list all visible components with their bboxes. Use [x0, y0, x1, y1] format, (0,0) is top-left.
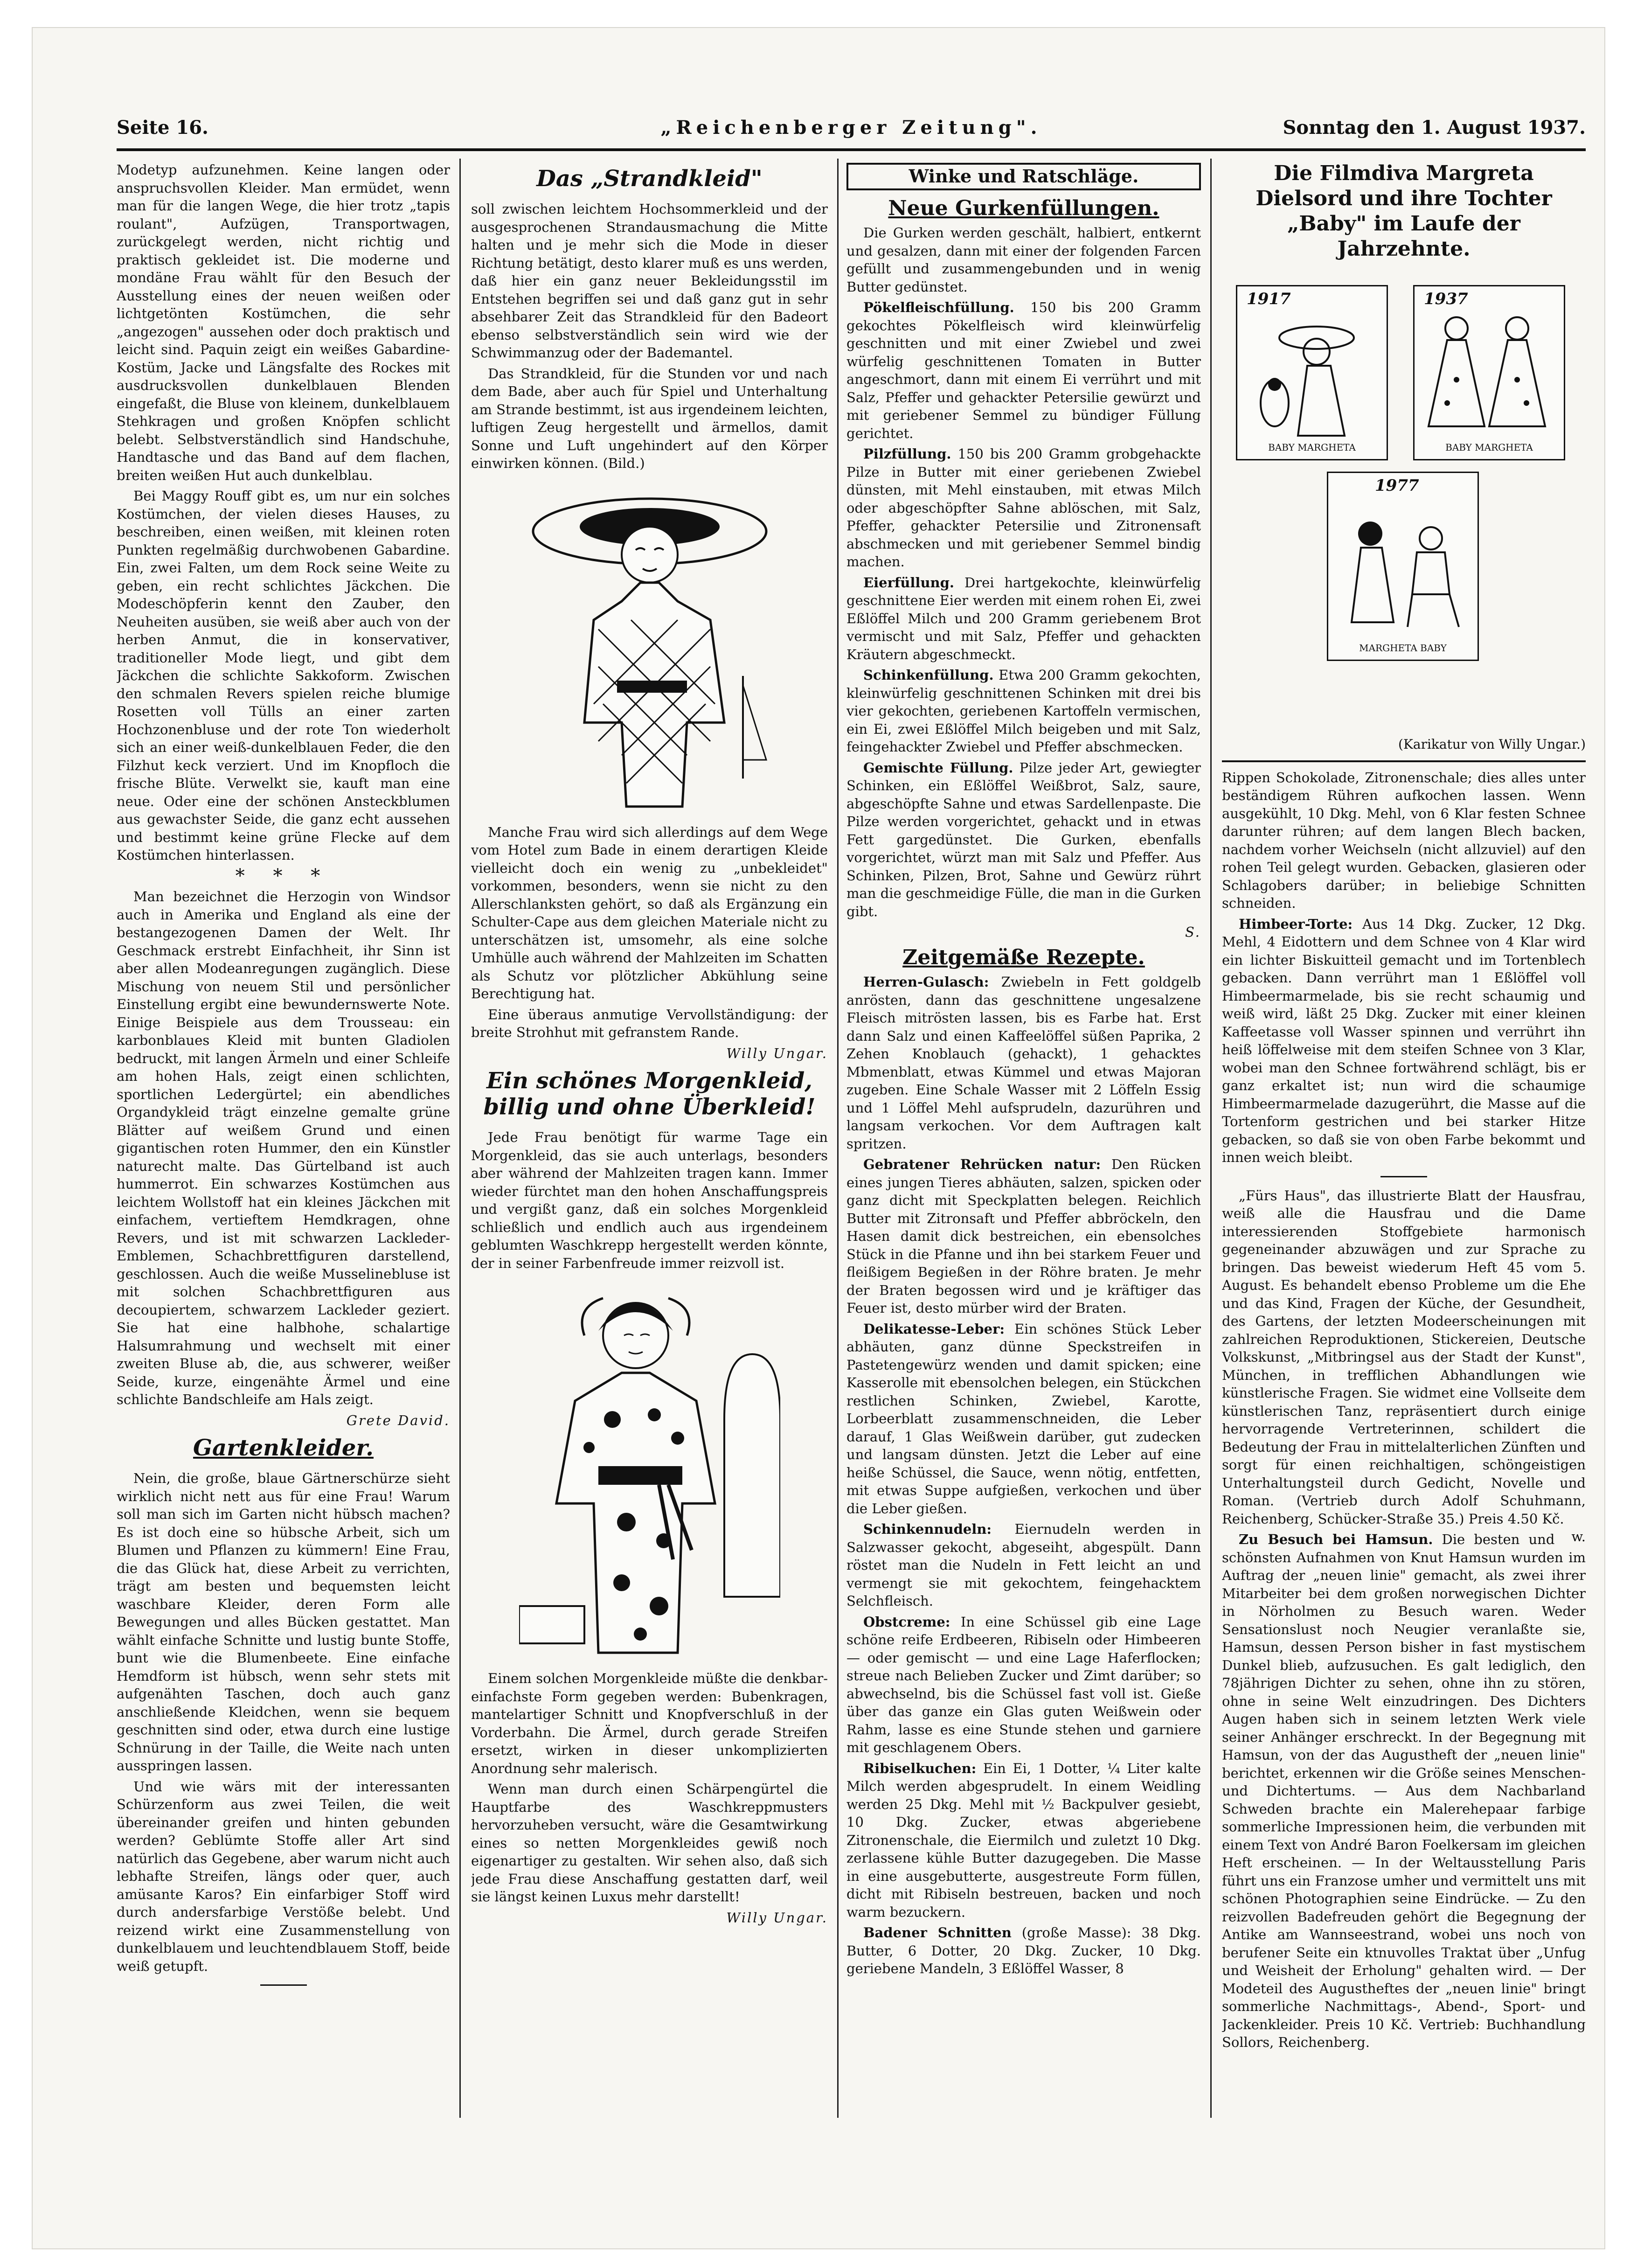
- recipe-name: Badener Schnitten: [863, 1925, 1012, 1941]
- recipe-text: 150 bis 200 Gramm gekochtes Pökelfleisch wird kleinwürfelig geschnitten und mit einer Zwiebel und zwei würfelig geschnittenen Tomaten in Butter angeschmort, dann mit einem Ei verrührt und mit Salz, Pfeffer und gehackter Petersilie gewürzt und mit geriebener Semmel zu bündiger Füllung gerichtet.: [846, 299, 1201, 441]
- recipe-text: In eine Schüssel gib eine Lage schöne reife Erdbeeren, Ribiseln oder Himbeeren — oder gemischt — und eine Lage Haferflocken; streue nach Belieben Zucker und Zimt darüber; so abwechselnd, bis die Schüssel fast voll ist. Gieße über das ganze ein Glas guten Weißwein oder Rahm, lasse es eine Stunde stehen und garniere mit geschlagenem Obers.: [846, 1614, 1201, 1755]
- recipe-text: Aus 14 Dkg. Zucker, 12 Dkg. Mehl, 4 Eidottern und dem Schnee von 4 Klar wird ein lichter Biskuitteil gemacht und im Tortenblech gebacken. Dann verrührt man 1 Eßlöffel voll Himbeermarmelade, bis sie recht schaumig und weiß wird, läßt 25 Dkg. Zucker mit einer kleinen Kaffeetasse voll Wasser spinnen und verrührt ihn heiß löffelweise mit dem steifen Schnee von 3 Klar, wobei man den Schnee fortwährend schlägt, bis er ganz erkaltet ist; nun wird die schaumige Himbeermarmelade dazugerührt, die Masse auf die Tortenform gestrichen und bei starker Hitze gebacken, so daß sie von oben Farbe bekommt und innen weich bleibt.: [1222, 916, 1586, 1165]
- panel-label: BABY MARGHETA: [1268, 441, 1356, 453]
- end-rule: [260, 1984, 307, 1986]
- recipe-name: Schinkenfüllung.: [863, 667, 994, 683]
- cartoon-figure: [1415, 286, 1564, 440]
- recipe-text: Drei hartgekochte, kleinwürfelig geschnittene Eier werden mit einem rohen Ei, zwei Eßlöffel Milch und 200 Gramm geriebenem Brot vermischt und mit Salz, Pfeffer und gehackten Kräutern abgeschmeckt.: [846, 574, 1201, 662]
- recipe-name: Eierfüllung.: [863, 574, 954, 591]
- article-paragraph: [1222, 1531, 1586, 2052]
- cartoon-figure: [1328, 473, 1477, 641]
- recipe-name: Gemischte Füllung.: [863, 759, 1013, 776]
- author-initial: S.: [1185, 924, 1201, 940]
- article-paragraph: Und wie wärs mit der interessanten Schürzenform aus zwei Teilen, die weit übereinander greifen und hinten gebunden werden? Geblümte Stoffe aller Art sind natürlich das Gegebene, aber warum nicht auch lebhafte Streifen, längs oder quer, auch amüsante Karos? Ein einfarbiger Stoff wird durch andersfarbige Verstöße belebt. Und reizend wirkt eine Zusammenstellung von dunkelblauem und leuchtendblauem Stoff, beide weiß getupft.: [117, 1778, 450, 1974]
- column-2: [471, 161, 828, 2064]
- recipe-list: [846, 299, 1201, 920]
- article-paragraph: Die Gurken werden geschält, halbiert, entkernt und gesalzen, dann mit einer der folgenden Farcen gefüllt und zusammengebunden und in wenig Butter gedünstet.: [846, 225, 1201, 295]
- panel-year: 1937: [1424, 290, 1468, 308]
- recipe-name: Delikatesse-Leber:: [863, 1321, 1005, 1337]
- recipe-text: Pilze jeder Art, gewiegter Schinken, ein Eßlöffel Weißbrot, Salz, saure, abgeschöpfte Sahne und etwas Sardellenpaste. Die Pilze werden vorgerichtet, gehackt und in etwas Fett gargedünstet. Die Gurken, ebenfalls vorgerichtet, würzt man mit Salz und Pfeffer. Aus Schinken, Pilzen, Brot, Sahne und Gewürz rührt man die geschmeidige Fülle, die man in die Gurken gibt.: [846, 759, 1201, 919]
- recipe-paragraph: [846, 1924, 1201, 1978]
- recipe-name: Pökelfleischfüllung.: [863, 299, 1014, 315]
- recipe-paragraph: [846, 574, 1201, 664]
- cartoon-panel: [1236, 285, 1388, 460]
- article-paragraph: [1222, 915, 1586, 1167]
- article-paragraph: soll zwischen leichtem Hochsommerkleid und der ausgesprochenen Strandausmachung die Mitte halten und je mehr sich die Mode in dieser Richtung betätigt, desto klarer muß es uns werden, daß hier ein ganz neuer Bekleidungsstil im Entstehen begriffen sei und daß ganz gut in sehr absehbarer Zeit das Strandkleid für den Badeort ebenso selbstverständlich sein wird wie der Schwimmanzug oder der Bademantel.: [471, 201, 828, 361]
- recipe-paragraph: [846, 1155, 1201, 1317]
- section-box-title: Winke und Ratschläge.: [846, 163, 1201, 190]
- panel-label: MARGHETA BABY: [1359, 642, 1447, 654]
- article-title: Gartenkleider.: [193, 1435, 374, 1461]
- page-header: [117, 117, 1586, 145]
- cartoon-panel: [1413, 285, 1565, 460]
- article-title: Zeitgemäße Rezepte.: [902, 945, 1145, 969]
- recipe-paragraph: [846, 299, 1201, 442]
- recipe-text: Den Rücken eines jungen Tieres abhäuten, salzen, spicken oder ganz dicht mit Speckplatten belegen. Reichlich Butter mit Zitronsaft und Pfeffer abbröckeln, den Hasen damit dick bestreichen, ein ebensolches Stück in die Pfanne und ihn bei starkem Feuer und fleißigem Begießen in der Röhre braten. Je mehr der Braten begossen wird und je kräftiger das Feuer ist, desto mürber wird der Braten.: [846, 1156, 1201, 1316]
- recipe-text: 150 bis 200 Gramm grobgehackte Pilze in Butter mit einer geriebenen Zwiebel dünsten, mit Mehl einstauben, mit etwas Milch oder abgeschöpfter Sahne ablöschen, mit Salz, Pfeffer, gehackter Petersilie und Zitronensaft abschmecken und mit geriebener Semmel bindig machen.: [846, 446, 1201, 570]
- column-divider: [459, 159, 461, 2118]
- article-title: Neue Gurkenfüllungen.: [888, 196, 1159, 220]
- article-paragraph: Jede Frau benötigt für warme Tage ein Morgenkleid, das sie auch unterlags, besonders aber während der Mahlzeiten tragen kann. Immer wieder fürchtet man den hohen Anschaffungspreis und vergißt ganz, daß ein solches Morgenkleid schließlich und endlich auch aus irgendeinem geblumten Waschkrepp hergestellt werden könnte, der in seiner Farbenfreude immer reizvoll ist.: [471, 1129, 828, 1271]
- article-paragraph: Eine überaus anmutige Vervollständigung: der breite Strohhut mit gefranstem Rande.: [471, 1006, 828, 1040]
- article-paragraph: Bei Maggy Rouff gibt es, um nur ein solches Kostümchen, der vielen dieses Hauses, zu beschreiben, einen weißen, mit kleinen roten Punkten regelmäßig durchwobenen Gabardine. Ein, zwei Falten, um dem Rock seine Weite zu geben, ein recht schlichtes Jäckchen. Die Modeschöpferin kennt den Zauber, den Neuheiten ausüben, sie weiß aber auch von der herben Anmut, die in konservativer, traditioneller Mode liegt, und gibt dem Jäckchen die schlichte Sakkoform. Zwischen den schmalen Revers spielen reiche blumige Rosetten voll Tülls an einer zarten Hochzonenbluse und der rote Ton wiederholt sich an einer weiß-dunkelblauen Feder, die den Filzhut keck verziert. Und im Knopfloch die frische Blüte. Verwelkt sie, kauft man eine neue. Oder eine der schönen Ansteckblumen aus gewachster Seide, die ganz echt aussehen und bestimmt keine grüne Flecke auf dem Kostümchen hinterlassen.: [117, 488, 450, 863]
- article-paragraph: Man bezeichnet die Herzogin von Windsor auch in Amerika und England als eine der bestangezogenen Damen der Welt. Ihr Geschmack erstrebt Einfachheit, ihr Sinn ist aber allen Modeanregungen zugänglich. Diese Mischung von neuem Stil und persönlicher Einstellung ergibt eine bewundernswerte Note. Einige Beispiele aus dem Trousseau: ein karbonblaues Kleid mit bunten Gladiolen bedruckt, mit langen Ärmeln und einer Schleife am hohen Hals, zeigt einen schlichten, sportlichen Ledergürtel; ein abendliches Organdykleid trägt einzelne gemalte grüne Blätter auf weißem Grund und einen gigantischen roten Hummer, den ein Künstler naturecht malte. Das Gürtelband ist auch hummerrot. Ein schwarzes Kostümchen aus leichtem Wollstoff hat ein kleines Jäckchen mit einfachem, vertieftem Hemdkragen, ohne Revers, und ist mit schwarzen Lackleder-Emblemen, Schachbrettfiguren darstellend, geschlossen. Auch die weiße Musselinebluse ist mit solchen Schachbrettfiguren aus decoupiertem, schwarzem Lackleder geziert. Sie hat eine halbhohe, schalartige Halsumrahmung und wechselt mit einer zweiten Bluse ab, die, aus schwerer, weißer Seide, kurze, eingenähte Ärmel und eine schlichte Bandschleife am Hals zeigt.: [117, 889, 450, 1407]
- author-initial: w.: [1571, 1529, 1586, 1544]
- section-stars: * * *: [235, 865, 332, 887]
- recipe-text: Ein schönes Stück Leber abhäuten, ganz dünne Speckstreifen in Pastetengewürz wenden und damit spicken; eine Kasserolle mit ebensolchen belegen, ein Stückchen restlichen Schinken, Zwiebel, Karotte, Lorbeerblatt zusammenschneiden, die Leber darauf, 1 Glas Weißwein darüber, gut zudecken und langsam dünsten. Jetzt die Leber auf eine heiße Schüssel, die Sauce, wenn nötig, entfetten, mit etwas Suppe aufgießen, verkochen und über die Leber gießen.: [846, 1321, 1201, 1517]
- article-paragraph: Einem solchen Morgenkleide müßte die denkbar-einfachste Form gegeben werden: Bubenkragen, mantelartiger Schnitt und Knopfverschluß in der Vorderbahn. Die Ärmel, durch gerade Streifen ersetzt, wirken in dieser unkomplizierten Anordnung sehr malerisch.: [471, 1670, 828, 1776]
- panel-year: 1977: [1375, 476, 1419, 495]
- author-signature: Willy Ungar.: [726, 1045, 828, 1061]
- issue-date: Sonntag den 1. August 1937.: [1283, 117, 1586, 139]
- recipe-name: Schinkennudeln:: [863, 1521, 992, 1537]
- column-divider: [837, 159, 839, 2118]
- article-paragraph: Manche Frau wird sich allerdings auf dem Wege vom Hotel zum Bade in einem derartigen Kleide vielleicht doch ein wenig zu „unbekleidet" vorkommen, besonders, wenn sie nicht zu den Allerschlanksten gehört, so daß als Ergänzung ein Schulter-Cape aus dem gleichen Materiale nicht zu unterschätzen ist, umsomehr, als eine solche Umhülle auch während der Mahlzeiten im Schatten als Schutz vor plötzlicher Abkühlung seine Berechtigung hat.: [471, 824, 828, 1002]
- recipe-text: Etwa 200 Gramm gekochten, kleinwürfelig geschnittenen Schinken mit drei bis vier gekochten, geriebenen Kartoffeln vermischen, ein Ei, zwei Eßlöffel Milch beigeben und mit Salz, feingehackter Zwiebel und Pfeffer abschmecken.: [846, 667, 1201, 755]
- article-paragraph: Das Strandkleid, für die Stunden vor und nach dem Bade, aber auch für Spiel und Unterhaltung am Strande bestimmt, ist aus irgendeinem leichten, luftigen Zeug hergestellt und ärmellos, damit Sonne und Luft ungehindert auf den Körper einwirken können. (Bild.): [471, 365, 828, 471]
- recipe-name: Himbeer-Torte:: [1239, 916, 1353, 932]
- recipe-list: [846, 973, 1201, 1978]
- article-title: Ein schönes Morgenkleid, billig und ohne Überkleid!: [483, 1068, 816, 1120]
- review-text: Die besten und schönsten Aufnahmen von Knut Hamsun wurden im Auftrag der „neuen linie" gemacht, als zwei ihrer Mitarbeiter bei dem großen norwegischen Dichter in Nörholmen zu Besuch waren. Weder Sensationslust noch Neugier veranlaßte sie, Hamsun, dessen Person bisher in fast mystischem Dunkel blieb, aufzusuchen. Es galt lediglich, den 78jährigen Dichter zu sehen, ohne ihn zu stören, ohne in seine Welt einzudringen. Des Dichters Augen haben sich in seinem letzten Werk viele seiner Anhänger erschreckt. In der Begegnung mit Hamsun, von der das Augustheft der „neuen linie" berichtet, erkennen wir die Größe seines Menschen- und Dichtertums. — Aus dem Nachbarland Schweden brachte ein Malerehepaar farbige sommerliche Impressionen heim, die verbunden mit einem Text von André Baron Foelkersam im gleichen Heft erscheinen. — In der Weltausstellung Paris führt uns ein Franzose umher und vermittelt uns mit schönen Photographien seine Eindrücke. — Zu den reizvollen Badefreuden gehört die Begegnung der Antike am Wannseestrand, wobei uns noch von berufener Seite ein ktnuvolles Traktat über „Unfug und Weisheit der Erholung" gehalten wird. — Der Modeteil des Augustheftes der „neuen linie" bringt sommerliche Nachmittags-, Abend-, Sport- und Jackenkleider. Preis 10 Kč. Vertrieb: Buchhandlung Sollors, Reichenberg.: [1222, 1531, 1586, 2050]
- recipe-text: Zwiebeln in Fett goldgelb anrösten, dann das geschnittene ungesalzene Fleisch mitrösten lassen, bis es Farbe hat. Erst dann Salz und einen Kaffeelöffel süßen Paprika, 2 Zehen Knoblauch (gehackt), 1 gehacktes Mbmenblatt, etwas Kümmel und etwas Majoran zugeben. Eine Schale Wasser mit 2 Löffeln Essig und 1 Löffel Mehl aufsprudeln, dazurühren und langsam verkochen. Vor dem Auftragen kalt spritzen.: [846, 974, 1201, 1152]
- author-signature: Grete David.: [346, 1412, 450, 1428]
- column-1: [117, 161, 450, 2055]
- section-rule: [1222, 760, 1586, 762]
- author-signature: Willy Ungar.: [726, 1909, 828, 1926]
- recipe-text: Ein Ei, 1 Dotter, ¼ Liter kalte Milch werden abgesprudelt. In einem Weidling werden 25 Dkg. Mehl mit ½ Backpulver gesiebt, 10 Dkg. Zucker, etwas abgeriebene Zitronenschale, die Eiermilch und zuletzt 10 Dkg. zerlassene kühle Butter dazugegeben. Die Masse in eine ausgebutterte, ausgestreute Form füllen, dicht mit Ribiseln bestreuen, backen und noch warm bezuckern.: [846, 1760, 1201, 1920]
- recipe-paragraph: [846, 1760, 1201, 1921]
- recipe-name: Herren-Gulasch:: [863, 974, 989, 990]
- column-3: [846, 161, 1201, 2069]
- recipe-name: Pilzfüllung.: [863, 446, 951, 462]
- page-number: Seite 16.: [117, 117, 208, 139]
- recipe-text: (große Masse): 38 Dkg. Butter, 6 Dotter, 20 Dkg. Zucker, 10 Dkg. geriebene Mandeln, 3 Eßlöffel Wasser, 8: [846, 1925, 1201, 1976]
- recipe-paragraph: [846, 759, 1201, 921]
- article-title: Das „Strandkleid": [536, 166, 763, 192]
- cartoon-caption: (Karikatur von Willy Ungar.): [1398, 737, 1586, 752]
- beach-dress-illustration: [528, 480, 771, 816]
- cartoon-figure: [1237, 286, 1387, 440]
- recipe-name: Ribiselkuchen:: [863, 1760, 977, 1776]
- column-4: [1222, 161, 1586, 2069]
- recipe-paragraph: [846, 666, 1201, 756]
- column-divider: [1210, 159, 1212, 2118]
- recipe-paragraph: [846, 1320, 1201, 1518]
- cartoon-panels: [1222, 266, 1586, 733]
- cartoon-panel: [1327, 472, 1479, 661]
- article-lead: Zu Besuch bei Hamsun.: [1239, 1531, 1433, 1547]
- recipe-name: Obstcreme:: [863, 1614, 950, 1630]
- panel-year: 1917: [1247, 290, 1291, 308]
- recipe-paragraph: [846, 445, 1201, 571]
- header-rule: [117, 148, 1586, 151]
- recipe-name: Gebratener Rehrücken natur:: [863, 1156, 1101, 1172]
- morning-dress-illustration: [519, 1280, 780, 1662]
- panel-label: BABY MARGHETA: [1445, 441, 1533, 453]
- article-paragraph: Wenn man durch einen Schärpengürtel die Hauptfarbe des Waschkreppmusters hervorzuheben versucht, wäre die Gesamtwirkung eines so netten Morgenkleides gewiß noch eigenartiger zu gestalten. Wir sehen also, daß sich jede Frau diese Anschaffung gestatten darf, weil sie längst keinen Luxus mehr darstellt!: [471, 1781, 828, 1905]
- recipe-paragraph: [846, 1613, 1201, 1757]
- article-paragraph: Rippen Schokolade, Zitronenschale; dies alles unter beständigem Rühren aufkochen lassen. Wenn ausgekühlt, 10 Dkg. Mehl, von 6 Klar festen Schnee darunter rühren; auf dem langen Blech backen, nachdem vorher Weichseln (nicht allzuviel) auf den rohen Teil gelegt wurden. Gebacken, glasieren oder Schlagobers darüber; in beliebige Schnitten schneiden.: [1222, 769, 1586, 911]
- recipe-paragraph: [846, 1520, 1201, 1610]
- recipe-text: Eiernudeln werden in Salzwasser gekocht, abgeseiht, abgespült. Dann röstet man die Nudeln in Fett leicht an und vermengt sie mit gekochtem, feingehacktem Selchfleisch.: [846, 1521, 1201, 1609]
- article-paragraph: Modetyp aufzunehmen. Keine langen oder anspruchsvollen Kleider. Man ermüdet, wenn man für die langen Wege, die hier trotz „tapis roulant", Aufzügen, Transportwagen, zurückgelegt werden, nicht richtig und praktisch gekleidet ist. Die moderne und mondäne Frau wählt für den Besuch der Ausstellung eines der neuen weißen oder lichtgetönten Kostümchen, die sehr „angezogen" aussehen oder doch praktisch und leicht sind. Paquin zeigt ein weißes Gabardine-Kostüm, Jacke und Längsfalte des Rockes mit ausdrucksvollen dunkelblauen Blenden eingefaßt, die Bluse von kleinem, dunkelblauem Stehkragen und großen Knöpfen schlicht belebt. Selbstverständlich sind Handschuhe, Handtasche und das Band auf dem flachen, breiten weißen Hut auch dunkelblau.: [117, 162, 450, 483]
- article-paragraph: Nein, die große, blaue Gärtnerschürze sieht wirklich nicht nett aus für eine Frau! Warum soll man sich im Garten nicht hübsch machen? Es ist doch eine so hübsche Arbeit, sich um Blumen und Pflanzen zu kümmern! Eine Frau, die das Glück hat, diese Arbeit zu verrichten, trägt am besten und bequemsten leicht waschbare Kleider, deren Form alle Bewegungen und alles Bücken gestattet. Man wählt einfache Schnitte und lustig bunte Stoffe, bunt wie die Blumenbeete. Eine einfache Hemdform ist hübsch, wenn sehr stets mit aufgenähten Taschen, doch auch ganz anschließende Kleidchen, wenn sie bequem geschnitten sind oder, etwa durch eine lustige Schnürung in der Taille, die Weite nach unten ausspringen lassen.: [117, 1470, 450, 1774]
- end-rule: [1380, 1176, 1427, 1177]
- review-text: „Fürs Haus", das illustrierte Blatt der Hausfrau, weiß alle die Hausfrau und die Dame interessierenden Stoffgebiete harmonisch gegeneinander abzuwägen und zur Sprache zu bringen. Das beweist wiederum Heft 45 vom 5. August. Es behandelt ebenso Probleme um die Ehe und das Kind, Fragen der Küche, der Gesundheit, des Gartens, der letzten Modeerscheinungen mit zahlreichen Reproduktionen, Stickereien, Deutsche Volkskunst, „Mitbringsel aus der Stadt der Kunst", München, in trefflichen Abhandlungen wie künstlerische Fragen. Sie widmet eine Vollseite dem künstlerischen Tanz, repräsentiert durch einige hervorragende Vertreterinnen, schildert die Bedeutung der Frau in mittelalterlichen Zünften und sorgt für einen reichhaltigen, schöngeistigen Unterhaltungsteil durch Gedicht, Novelle und Roman. (Vertrieb durch Adolf Schuhmann, Reichenberg, Schücker-Straße 35.) Preis 4.50 Kč.: [1222, 1187, 1586, 1527]
- cartoon-title: Die Filmdiva Margreta Dielsord und ihre Tochter „Baby" im Laufe der Jahrzehnte.: [1255, 161, 1552, 261]
- recipe-paragraph: [846, 973, 1201, 1153]
- newspaper-title: „Reichenberger Zeitung".: [660, 117, 1042, 139]
